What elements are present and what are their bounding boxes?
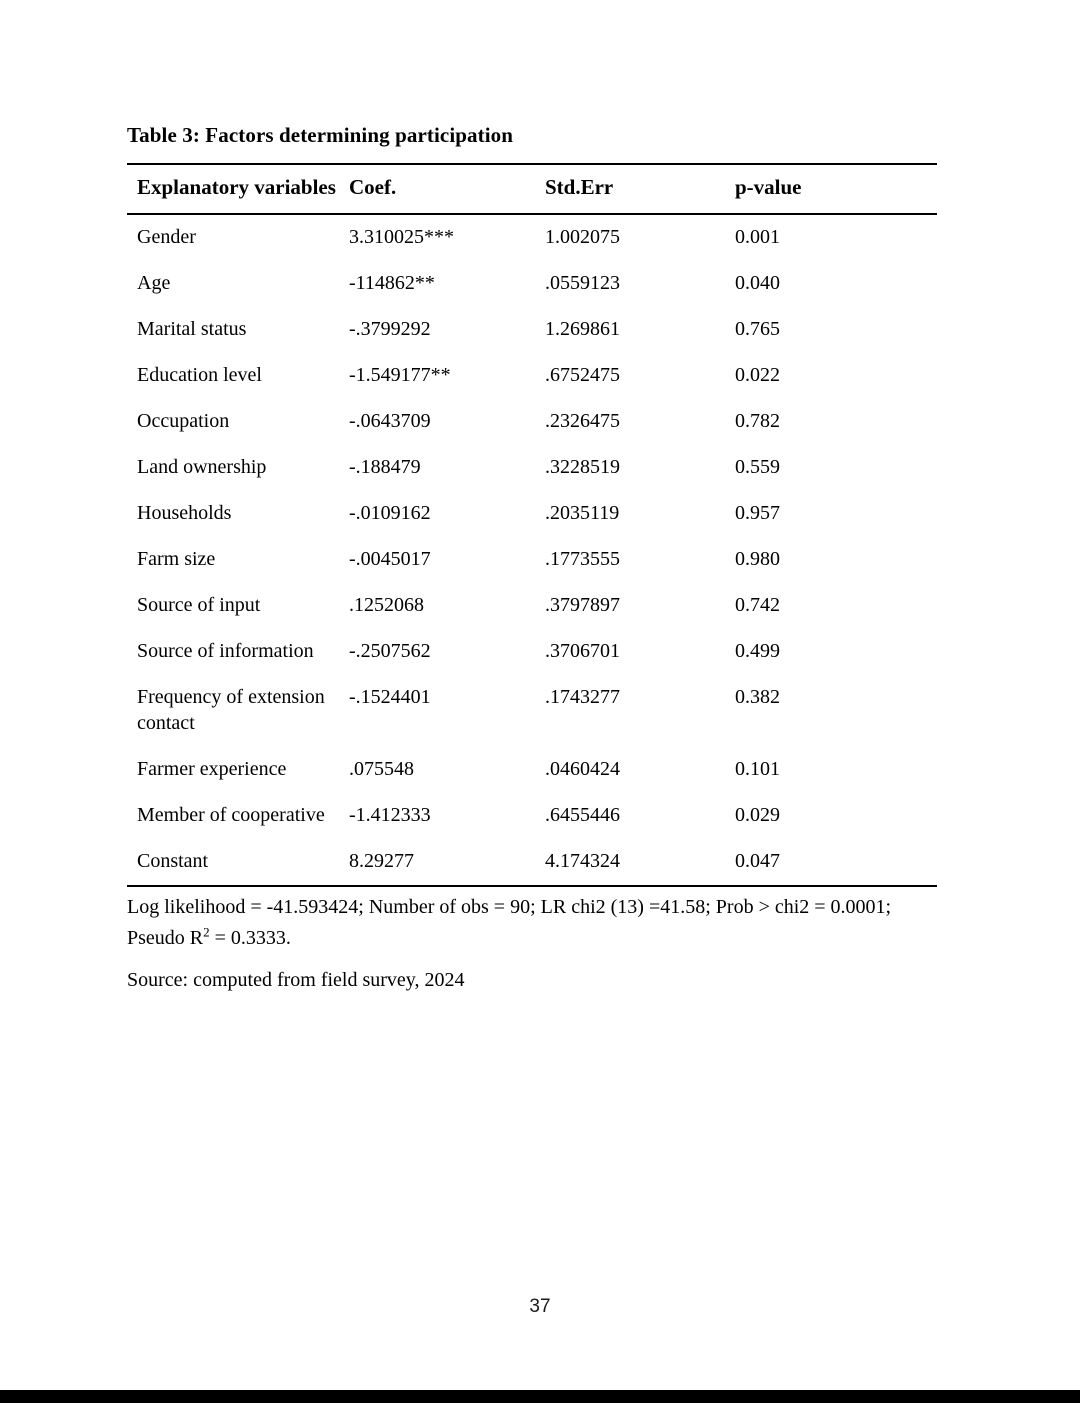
table-row: [127, 445, 937, 491]
table-cell: Constant: [137, 850, 209, 872]
table-cell: -114862**: [349, 272, 435, 294]
table-cell: 0.980: [735, 548, 780, 570]
table-cell: Education level: [137, 364, 262, 386]
table-cell: 0.782: [735, 410, 780, 432]
page-content: [127, 0, 937, 993]
table-row: [127, 583, 937, 629]
table-cell: Farm size: [137, 548, 216, 570]
table-caption: Table 3: Factors determining participation: [127, 123, 514, 147]
table-cell: Gender: [137, 226, 196, 248]
table-header-row: [127, 164, 937, 214]
note-line-2: [127, 923, 947, 954]
table-row: [127, 214, 937, 261]
table-cell: 0.957: [735, 502, 780, 524]
table-cell: .0559123: [545, 272, 620, 294]
table-cell: .0460424: [545, 758, 620, 780]
table-cell: .2035119: [545, 502, 620, 524]
table-row: [127, 839, 937, 886]
table-row: [127, 747, 937, 793]
table-cell: 0.382: [735, 686, 780, 708]
table-cell: Member of cooperative: [137, 804, 325, 826]
table-row: [127, 307, 937, 353]
table-body: [127, 214, 937, 886]
table-cell: .075548: [349, 758, 414, 780]
table-note: [127, 892, 947, 954]
table-cell: .6455446: [545, 804, 620, 826]
column-header: p-value: [735, 175, 802, 199]
column-header: Std.Err: [545, 175, 614, 199]
page-number: 37: [529, 1296, 551, 1317]
table-cell: Source of information: [137, 640, 314, 662]
table-cell: 0.001: [735, 226, 780, 248]
table-cell: .1743277: [545, 686, 620, 708]
table-row: [127, 675, 937, 747]
table-row: [127, 353, 937, 399]
table-row: [127, 491, 937, 537]
table-cell: Marital status: [137, 318, 247, 340]
column-header: Coef.: [349, 175, 397, 199]
table-cell: -.0109162: [349, 502, 431, 524]
table-row: [127, 537, 937, 583]
table-cell: -.188479: [349, 456, 421, 478]
table-cell: 0.765: [735, 318, 780, 340]
table-row: [127, 793, 937, 839]
bottom-black-bar: [0, 1390, 1080, 1403]
source-attribution: Source: computed from field survey, 2024: [127, 969, 465, 991]
results-table: [127, 163, 937, 887]
table-cell: 0.499: [735, 640, 780, 662]
table-cell: Land ownership: [137, 456, 267, 478]
table-cell: -.2507562: [349, 640, 431, 662]
table-cell: .1252068: [349, 594, 424, 616]
table-cell: 0.029: [735, 804, 780, 826]
table-cell: Occupation: [137, 410, 230, 432]
table-cell: 3.310025***: [349, 226, 454, 248]
table-cell: 0.040: [735, 272, 780, 294]
table-cell: 0.559: [735, 456, 780, 478]
table-cell: .3797897: [545, 594, 620, 616]
table-cell: -1.412333: [349, 804, 431, 826]
table-cell: -.0045017: [349, 548, 431, 570]
table-cell: 0.101: [735, 758, 780, 780]
table-cell: Farmer experience: [137, 758, 287, 780]
table-cell: 0.047: [735, 850, 780, 872]
table-cell: .3228519: [545, 456, 620, 478]
table-cell: -.0643709: [349, 410, 431, 432]
note-line-1: Log likelihood = -41.593424; Number of obs = 90; LR chi2 (13) =41.58; Prob > chi2 = 0.0001;: [127, 896, 892, 918]
table-cell: -.3799292: [349, 318, 431, 340]
note-line-2-suffix: = 0.3333.: [209, 927, 291, 949]
column-header: Explanatory variables: [137, 175, 336, 199]
table-cell: 8.29277: [349, 850, 414, 872]
table-cell: 4.174324: [545, 850, 620, 872]
table-cell: 0.742: [735, 594, 780, 616]
table-cell: .2326475: [545, 410, 620, 432]
table-cell: 1.269861: [545, 318, 620, 340]
table-cell: Age: [137, 272, 171, 294]
note-superscript: 2: [203, 924, 210, 940]
table-cell: -1.549177**: [349, 364, 451, 386]
table-cell: 0.022: [735, 364, 780, 386]
table-cell: .1773555: [545, 548, 620, 570]
table-cell: Frequency of extension contact: [137, 686, 325, 734]
table-row: [127, 261, 937, 307]
table-cell: -.1524401: [349, 686, 431, 708]
table-row: [127, 399, 937, 445]
note-line-2-prefix: Pseudo R: [127, 927, 204, 949]
table-cell: Source of input: [137, 594, 261, 616]
table-row: [127, 629, 937, 675]
table-cell: Households: [137, 502, 232, 524]
table-cell: .6752475: [545, 364, 620, 386]
table-cell: 1.002075: [545, 226, 620, 248]
table-cell: .3706701: [545, 640, 620, 662]
